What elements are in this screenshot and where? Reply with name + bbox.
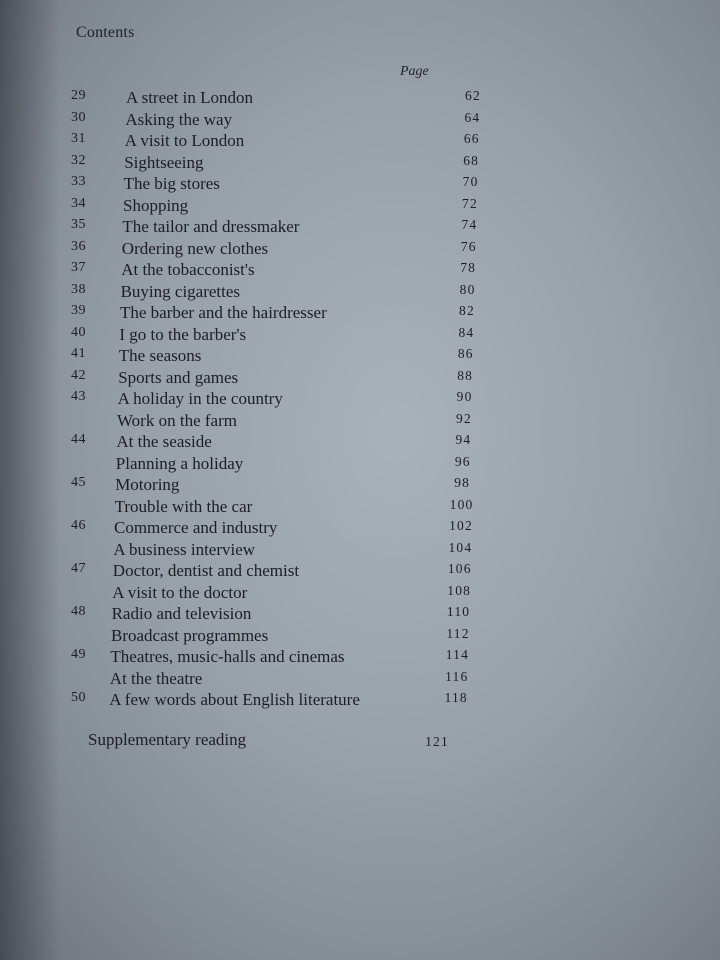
toc-entry: [65, 496, 474, 519]
page-number: 104: [448, 539, 473, 555]
page-number: 112: [446, 625, 470, 641]
chapter-number: 31: [71, 131, 86, 146]
toc-entry: [59, 690, 468, 712]
chapter-title: The tailor and dressmaker: [122, 217, 300, 236]
toc-entry: [71, 131, 480, 153]
chapter-title: Buying cigarettes: [120, 281, 241, 301]
page-number: 84: [458, 324, 475, 340]
page-number: 78: [460, 260, 477, 275]
table-of-contents: [40, 88, 481, 712]
toc-entry: [71, 281, 476, 304]
chapter-number: 33: [71, 174, 86, 189]
page-number: 72: [462, 195, 478, 211]
page-number: 110: [446, 604, 471, 619]
chapter-number: 48: [71, 604, 86, 619]
contents-heading: Contents: [76, 24, 135, 41]
chapter-title: At the seaside: [116, 432, 212, 451]
chapter-number: 40: [71, 324, 86, 340]
chapter-number: 42: [71, 367, 86, 383]
chapter-number: 32: [71, 152, 86, 168]
chapter-number: 30: [71, 109, 86, 125]
page-number: 98: [454, 475, 471, 490]
toc-entry: [71, 238, 477, 261]
chapter-number: 45: [71, 475, 86, 490]
chapter-title: The barber and the hairdresser: [120, 303, 327, 322]
chapter-title: At the tobacconist's: [121, 260, 255, 279]
chapter-title: A business interview: [113, 539, 256, 559]
page-column-label: Page: [400, 64, 429, 79]
page-number: 86: [457, 346, 474, 361]
chapter-number: 46: [71, 518, 86, 533]
toc-entry: [71, 152, 480, 175]
toc-entry: [67, 410, 472, 433]
toc-entry: [71, 195, 478, 218]
chapter-title: Theatres, music-halls and cinemas: [110, 647, 345, 666]
chapter-number: 50: [71, 690, 86, 705]
page-number: 116: [445, 668, 469, 684]
chapter-number: 41: [71, 346, 86, 361]
toc-entry: [60, 647, 470, 669]
chapter-title: The seasons: [118, 346, 202, 365]
page-number: 106: [447, 561, 472, 576]
toc-entry: [71, 174, 479, 196]
toc-entry: [64, 518, 473, 540]
page-number: 96: [454, 453, 471, 469]
chapter-title: Planning a holiday: [115, 453, 244, 473]
page-number: 94: [455, 432, 472, 447]
toc-entry: [68, 389, 473, 411]
chapter-title: A few words about English literature: [109, 690, 360, 709]
chapter-title: Asking the way: [125, 109, 233, 129]
chapter-title: A visit to the doctor: [112, 582, 248, 602]
chapter-number: 37: [71, 260, 86, 275]
chapter-title: Ordering new clothes: [121, 238, 269, 258]
toc-entry: [61, 625, 470, 648]
chapter-title: Radio and television: [111, 604, 252, 623]
toc-entry: [66, 432, 472, 454]
supplementary-title: Supplementary reading: [88, 730, 247, 749]
chapter-title: Sports and games: [118, 367, 239, 387]
toc-entry: [62, 582, 472, 605]
chapter-title: At the theatre: [109, 668, 203, 688]
chapter-number: 49: [71, 647, 86, 662]
toc-entry: [69, 324, 475, 347]
toc-entry: [71, 88, 481, 110]
chapter-number: 39: [71, 303, 86, 318]
chapter-title: Shopping: [123, 195, 189, 215]
chapter-title: Work on the farm: [117, 410, 237, 430]
page-number: 102: [449, 518, 473, 533]
page-number: 66: [463, 131, 480, 146]
chapter-title: A holiday in the country: [117, 389, 283, 408]
chapter-number: 29: [71, 88, 86, 103]
chapter-title: Trouble with the car: [114, 496, 253, 516]
chapter-number: 35: [71, 217, 86, 232]
page-number: 82: [459, 303, 475, 318]
toc-entry: [71, 217, 478, 239]
page-number: 70: [462, 174, 479, 189]
chapter-title: The big stores: [123, 174, 220, 193]
page-number: 74: [461, 217, 478, 232]
page-number: 92: [456, 410, 472, 426]
page-number: 108: [447, 582, 472, 598]
page-number: 118: [444, 690, 468, 705]
chapter-title: Sightseeing: [124, 152, 204, 172]
page-number: 100: [449, 496, 474, 512]
chapter-title: Commerce and industry: [114, 518, 278, 537]
page-number: 62: [465, 88, 481, 103]
chapter-number: 38: [71, 281, 86, 297]
chapter-number: 43: [71, 389, 86, 404]
chapter-number: 44: [71, 432, 86, 447]
chapter-title: Doctor, dentist and chemist: [112, 561, 300, 580]
page-number: 80: [459, 281, 476, 297]
chapter-title: Motoring: [115, 475, 180, 494]
supplementary-page: 121: [425, 734, 449, 749]
toc-entry: [71, 109, 481, 132]
toc-entry: [70, 303, 475, 325]
chapter-number: 47: [71, 561, 86, 576]
toc-entry: [63, 539, 473, 562]
toc-entry: [63, 561, 472, 583]
page-number: 76: [460, 238, 477, 254]
page-number: 68: [463, 152, 480, 168]
toc-entry: [62, 604, 471, 626]
toc-entry: [69, 346, 474, 368]
toc-entry: [68, 367, 474, 390]
toc-entry: [65, 475, 471, 497]
page-number: 90: [456, 389, 473, 404]
toc-entry: [60, 668, 469, 691]
chapter-title: A visit to London: [124, 131, 245, 150]
toc-entry: [71, 260, 477, 282]
page-number: 88: [457, 367, 474, 383]
chapter-title: Broadcast programmes: [111, 625, 269, 645]
chapter-title: A street in London: [126, 88, 254, 107]
page-number: 114: [445, 647, 470, 662]
chapter-title: I go to the barber's: [119, 324, 247, 344]
chapter-number: 34: [71, 195, 86, 211]
chapter-number: 36: [71, 238, 86, 254]
toc-entry: [66, 453, 471, 476]
page-number: 64: [464, 109, 481, 125]
